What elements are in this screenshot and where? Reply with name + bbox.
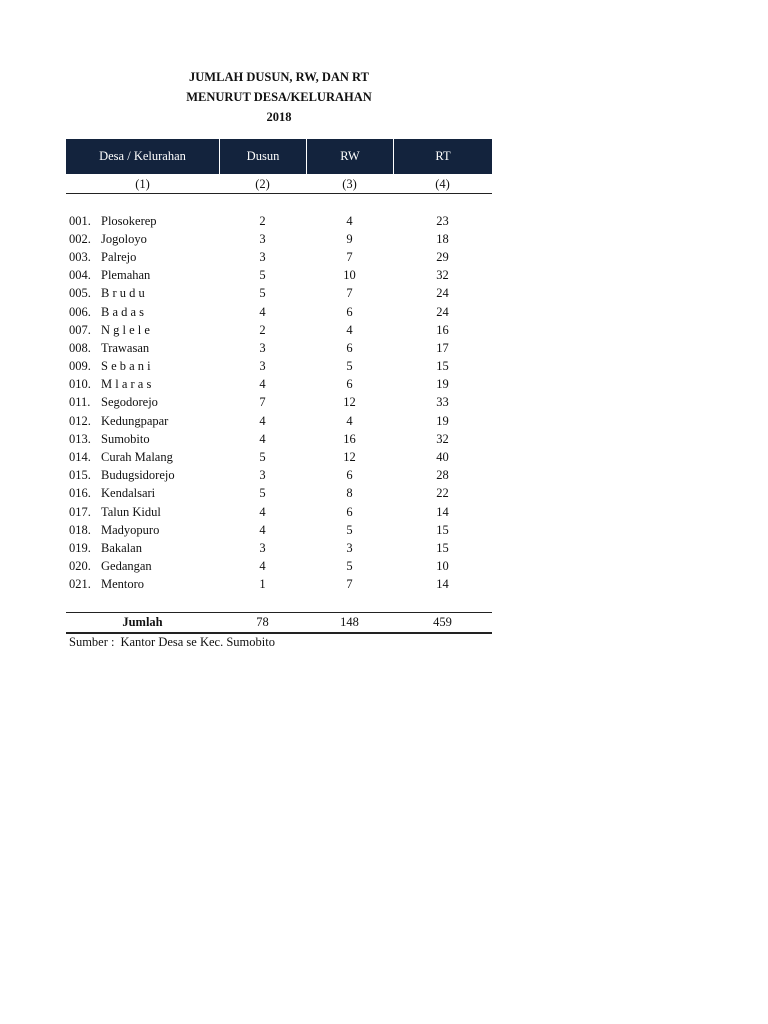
rw-cell: 5 — [346, 559, 353, 574]
dusun-cell: 4 — [259, 413, 266, 428]
table-row — [66, 521, 492, 539]
desa-code: 008. — [69, 340, 91, 355]
desa-code: 011. — [69, 395, 91, 410]
desa-name: S e b a n i — [101, 359, 151, 374]
desa-cell — [66, 323, 219, 338]
desa-code: 002. — [69, 231, 91, 246]
dusun-cell: 4 — [259, 431, 266, 446]
desa-code: 013. — [69, 431, 91, 446]
desa-code: 010. — [69, 377, 91, 392]
dusun-cell: 4 — [259, 522, 266, 537]
desa-name: Palrejo — [101, 249, 137, 264]
table-row — [66, 267, 492, 285]
rw-cell: 4 — [346, 213, 353, 228]
column-number: (4) — [435, 176, 450, 191]
table-body — [66, 212, 492, 594]
rt-cell: 23 — [436, 213, 449, 228]
rw-cell: 6 — [346, 340, 353, 355]
rt-cell: 33 — [436, 395, 449, 410]
rw-cell: 10 — [343, 268, 356, 283]
rw-cell: 12 — [343, 450, 356, 465]
desa-cell — [66, 341, 219, 356]
table-row — [66, 485, 492, 503]
rt-cell: 15 — [436, 359, 449, 374]
desa-name: B r u d u — [101, 286, 145, 301]
desa-code: 021. — [69, 577, 91, 592]
desa-code: 018. — [69, 522, 91, 537]
desa-code: 016. — [69, 486, 91, 501]
table-row — [66, 558, 492, 576]
dusun-cell: 3 — [259, 340, 266, 355]
desa-name: Bakalan — [101, 540, 142, 555]
desa-cell — [66, 305, 219, 320]
dusun-cell: 1 — [259, 577, 266, 592]
rw-cell: 6 — [346, 468, 353, 483]
dusun-cell: 3 — [259, 468, 266, 483]
rw-cell: 5 — [346, 359, 353, 374]
rw-cell: 9 — [346, 231, 353, 246]
dusun-cell: 5 — [259, 450, 266, 465]
desa-cell — [66, 395, 219, 410]
dusun-cell: 4 — [259, 504, 266, 519]
desa-name: Madyopuro — [101, 522, 160, 537]
desa-code: 017. — [69, 504, 91, 519]
desa-cell — [66, 505, 219, 520]
column-number: (3) — [342, 176, 357, 191]
table-row — [66, 467, 492, 485]
desa-cell — [66, 232, 219, 247]
desa-cell — [66, 432, 219, 447]
desa-cell — [66, 523, 219, 538]
rw-cell: 3 — [346, 540, 353, 555]
rw-cell: 8 — [346, 486, 353, 501]
table-row — [66, 212, 492, 230]
rt-cell: 24 — [436, 286, 449, 301]
column-number-row — [66, 175, 492, 194]
dusun-cell: 5 — [259, 486, 266, 501]
rw-cell: 7 — [346, 577, 353, 592]
rw-cell: 7 — [346, 249, 353, 264]
dusun-cell: 2 — [259, 213, 266, 228]
desa-name: Trawasan — [101, 340, 150, 355]
desa-name: Kendalsari — [101, 486, 156, 501]
column-number: (1) — [135, 176, 150, 191]
rw-cell: 5 — [346, 522, 353, 537]
total-row — [66, 612, 492, 634]
table-row — [66, 285, 492, 303]
source-label: Sumber : — [69, 635, 115, 649]
rw-cell: 4 — [346, 322, 353, 337]
rw-cell: 6 — [346, 504, 353, 519]
source-note — [69, 635, 275, 650]
table-row — [66, 539, 492, 557]
table-row — [66, 303, 492, 321]
desa-name: M l a r a s — [101, 377, 152, 392]
dusun-cell: 2 — [259, 322, 266, 337]
desa-cell — [66, 559, 219, 574]
dusun-cell: 3 — [259, 231, 266, 246]
rt-cell: 15 — [436, 522, 449, 537]
desa-code: 020. — [69, 559, 91, 574]
table-row — [66, 230, 492, 248]
table-row — [66, 339, 492, 357]
desa-name: Budugsidorejo — [101, 468, 175, 483]
rt-cell: 14 — [436, 577, 449, 592]
desa-name: Plosokerep — [101, 213, 157, 228]
header-desa: Desa / Kelurahan — [99, 149, 186, 163]
total-rt: 459 — [433, 615, 452, 629]
rt-cell: 40 — [436, 450, 449, 465]
rt-cell: 32 — [436, 268, 449, 283]
desa-code: 001. — [69, 213, 91, 228]
rt-cell: 19 — [436, 413, 449, 428]
column-number: (2) — [255, 176, 270, 191]
table-row — [66, 376, 492, 394]
dusun-cell: 5 — [259, 268, 266, 283]
table-title — [66, 67, 492, 127]
desa-cell — [66, 486, 219, 501]
header-rw: RW — [306, 139, 393, 174]
table-row — [66, 394, 492, 412]
desa-code: 019. — [69, 540, 91, 555]
table-row — [66, 503, 492, 521]
dusun-cell: 5 — [259, 286, 266, 301]
rt-cell: 14 — [436, 504, 449, 519]
desa-code: 006. — [69, 304, 91, 319]
rt-cell: 22 — [436, 486, 449, 501]
table-row — [66, 358, 492, 376]
desa-cell — [66, 414, 219, 429]
desa-code: 003. — [69, 249, 91, 264]
header-rt: RT — [393, 139, 492, 174]
title-line-1: JUMLAH DUSUN, RW, DAN RT — [189, 70, 369, 84]
rw-cell: 12 — [343, 395, 356, 410]
desa-cell — [66, 250, 219, 265]
dusun-cell: 4 — [259, 377, 266, 392]
table-row — [66, 412, 492, 430]
total-dusun: 78 — [256, 615, 269, 629]
desa-cell — [66, 468, 219, 483]
dusun-cell: 3 — [259, 359, 266, 374]
header-dusun: Dusun — [219, 139, 306, 174]
rt-cell: 18 — [436, 231, 449, 246]
desa-name: Curah Malang — [101, 450, 173, 465]
table-row — [66, 448, 492, 466]
table-row — [66, 248, 492, 266]
title-line-2: MENURUT DESA/KELURAHAN — [186, 90, 372, 104]
desa-name: B a d a s — [101, 304, 145, 319]
desa-name: Plemahan — [101, 268, 151, 283]
rt-cell: 32 — [436, 431, 449, 446]
rw-cell: 6 — [346, 304, 353, 319]
rt-cell: 19 — [436, 377, 449, 392]
desa-code: 014. — [69, 450, 91, 465]
rw-cell: 7 — [346, 286, 353, 301]
desa-cell — [66, 541, 219, 556]
desa-code: 004. — [69, 268, 91, 283]
total-rw: 148 — [340, 615, 359, 629]
dusun-cell: 7 — [259, 395, 266, 410]
desa-name: Sumobito — [101, 431, 150, 446]
desa-code: 007. — [69, 322, 91, 337]
rw-cell: 6 — [346, 377, 353, 392]
table-row — [66, 576, 492, 594]
desa-code: 012. — [69, 413, 91, 428]
desa-cell — [66, 577, 219, 592]
desa-name: N g l e l e — [101, 322, 150, 337]
dusun-cell: 4 — [259, 304, 266, 319]
desa-cell — [66, 268, 219, 283]
desa-cell — [66, 214, 219, 229]
rw-cell: 16 — [343, 431, 356, 446]
desa-code: 015. — [69, 468, 91, 483]
desa-name: Kedungpapar — [101, 413, 169, 428]
dusun-cell: 3 — [259, 540, 266, 555]
desa-code: 005. — [69, 286, 91, 301]
desa-cell — [66, 377, 219, 392]
source-value: Kantor Desa se Kec. Sumobito — [120, 635, 275, 649]
desa-cell — [66, 286, 219, 301]
rt-cell: 15 — [436, 540, 449, 555]
total-label: Jumlah — [122, 615, 163, 629]
rt-cell: 28 — [436, 468, 449, 483]
desa-name: Gedangan — [101, 559, 152, 574]
dusun-cell: 4 — [259, 559, 266, 574]
desa-cell — [66, 450, 219, 465]
table-header — [66, 139, 492, 174]
table-row — [66, 430, 492, 448]
desa-name: Talun Kidul — [101, 504, 161, 519]
dusun-cell: 3 — [259, 249, 266, 264]
rt-cell: 17 — [436, 340, 449, 355]
title-year: 2018 — [266, 110, 292, 124]
rt-cell: 29 — [436, 249, 449, 264]
desa-code: 009. — [69, 359, 91, 374]
table-row — [66, 321, 492, 339]
desa-name: Jogoloyo — [101, 231, 147, 246]
rt-cell: 10 — [436, 559, 449, 574]
desa-name: Mentoro — [101, 577, 145, 592]
rt-cell: 16 — [436, 322, 449, 337]
desa-cell — [66, 359, 219, 374]
desa-name: Segodorejo — [101, 395, 158, 410]
rt-cell: 24 — [436, 304, 449, 319]
rw-cell: 4 — [346, 413, 353, 428]
